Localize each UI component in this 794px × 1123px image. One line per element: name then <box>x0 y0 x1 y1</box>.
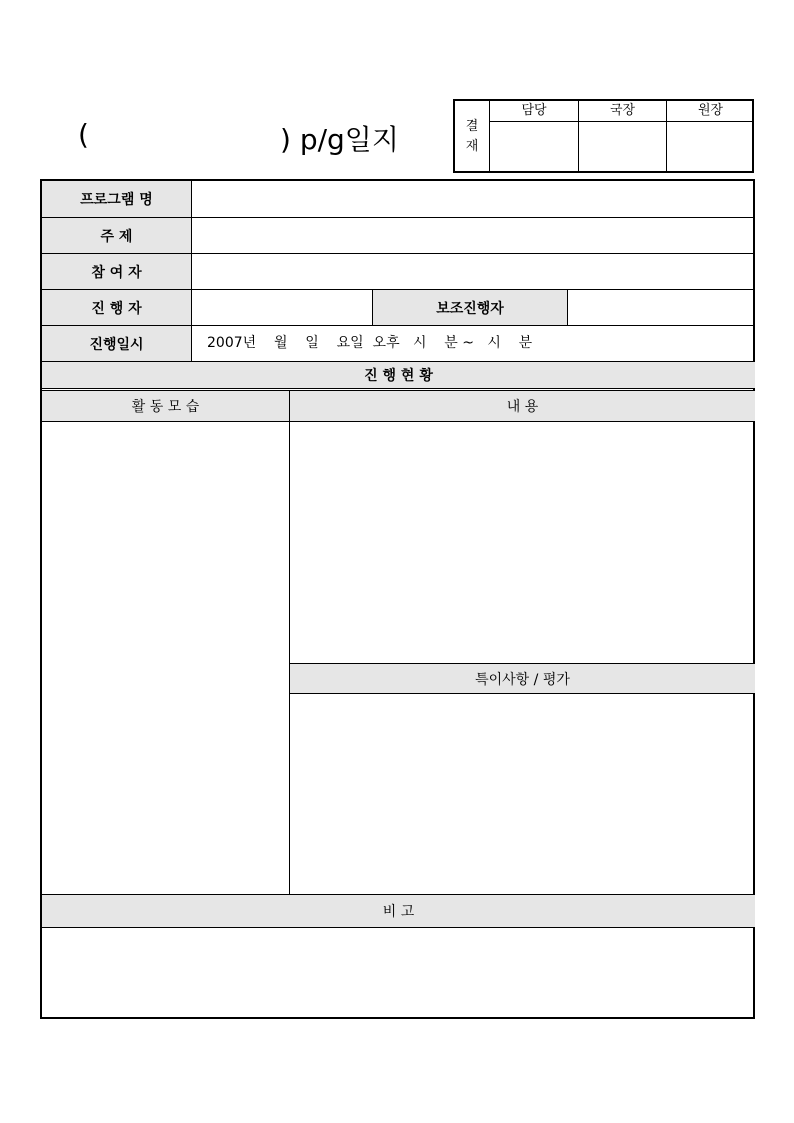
remarks-header: 비 고 <box>42 895 755 927</box>
participants-field[interactable] <box>192 254 755 289</box>
leader-label: 진 행 자 <box>42 290 191 325</box>
assistant-field[interactable] <box>568 290 755 325</box>
approval-side-label-1: 결 <box>465 119 479 134</box>
title-open-paren: ( <box>78 118 89 151</box>
approval-col-manager: 담당 <box>521 103 547 118</box>
subject-field[interactable] <box>192 218 755 253</box>
assistant-label: 보조진행자 <box>373 290 567 325</box>
datetime-label: 진행일시 <box>42 326 191 361</box>
notes-header: 특이사항 / 평가 <box>290 664 755 693</box>
subject-label: 주 제 <box>42 218 191 253</box>
remarks-field[interactable] <box>42 928 755 1017</box>
page-title: ) p/g일지 <box>280 123 399 156</box>
datetime-value: 2007년 월 일 요일 오후 시 분 ~ 시 분 <box>207 335 533 351</box>
datetime-field[interactable] <box>192 326 755 361</box>
approval-side-label-2: 재 <box>465 139 479 154</box>
participants-label: 참 여 자 <box>42 254 191 289</box>
activity-header: 활 동 모 습 <box>42 391 289 421</box>
progress-header: 진 행 현 황 <box>42 362 755 388</box>
leader-field[interactable] <box>192 290 372 325</box>
approval-box <box>453 99 754 173</box>
program-log-form <box>40 179 755 1019</box>
approval-col-head: 원장 <box>697 103 724 118</box>
notes-field[interactable] <box>290 694 755 894</box>
approval-col-director: 국장 <box>609 103 636 118</box>
activity-photo-area[interactable] <box>42 422 289 894</box>
approval-sign-director[interactable] <box>579 122 666 173</box>
content-header: 내 용 <box>290 391 755 421</box>
approval-sign-head[interactable] <box>667 122 754 173</box>
approval-sign-manager[interactable] <box>490 122 578 173</box>
content-field[interactable] <box>290 422 755 663</box>
program-name-label: 프로그램 명 <box>42 181 191 217</box>
program-name-field[interactable] <box>192 181 755 217</box>
